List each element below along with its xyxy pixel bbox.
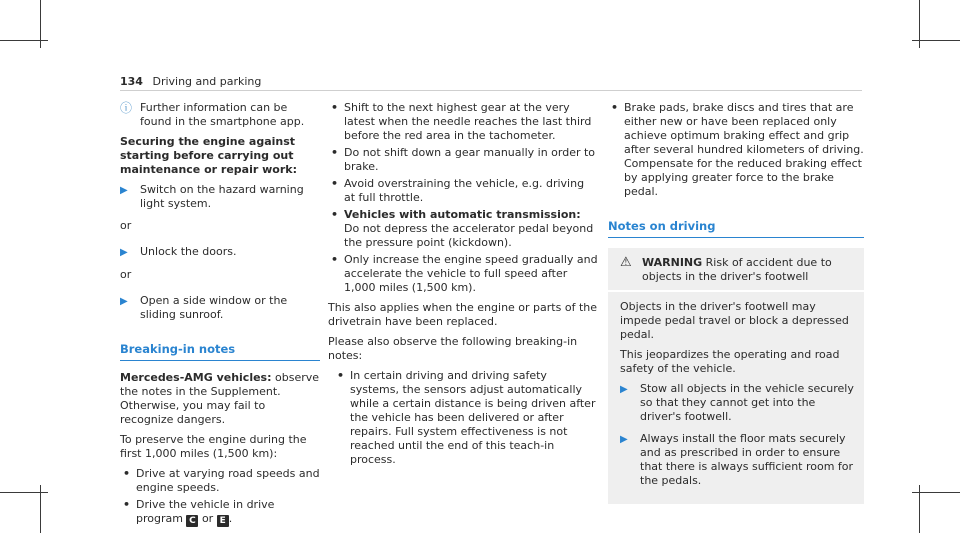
list-item-label: Vehicles with automatic transmission: (344, 208, 581, 221)
securing-heading: Securing the engine against starting before carrying out maintenance or repair work: (120, 135, 297, 176)
column-right (608, 101, 864, 504)
preserve-text: To preserve the engine during the first 1,000 miles (1,500 km): (120, 433, 307, 460)
section-divider (608, 237, 864, 238)
list-item-text: Drive the vehicle in drive program (136, 498, 275, 525)
list-item: • Avoid overstraining the vehicle, e.g. driving at full throttle. (328, 177, 598, 205)
step-arrow-icon: ▶ (120, 247, 128, 258)
crop-mark (0, 492, 48, 493)
step-text: Always install the floor mats securely and as prescribed in order to ensure that there is always sufficient room for the pedals. (640, 432, 854, 487)
warning-triangle-icon: ⚠ (620, 255, 632, 270)
or-text: or (120, 268, 132, 281)
list-item (328, 208, 598, 250)
additional-notes-list (334, 369, 598, 467)
list-item: • Shift to the next highest gear at the very latest when the needle reaches the last third before the red area in the tachometer. (328, 101, 598, 143)
instruction-step (120, 294, 320, 322)
drive-program-e-icon: E (217, 515, 229, 527)
step-text: Switch on the hazard warning light system. (140, 183, 304, 210)
breaking-in-list-continued (328, 101, 598, 295)
list-item: • Brake pads, brake discs and tires that are either new or have been replaced only achieve optimum braking effect and grip after several hundred kilometers of driving. Compensate for the reduced braking effect by applying greater force to the brake pedal. (608, 101, 864, 199)
amg-label: Mercedes-AMG vehicles: (120, 371, 272, 384)
drive-program-c-icon: C (186, 515, 198, 527)
list-item (120, 498, 320, 527)
crop-mark (912, 40, 960, 41)
warning-label: WARNING (642, 256, 703, 269)
warning-body (608, 292, 864, 504)
step-arrow-icon: ▶ (620, 434, 628, 445)
crop-mark (912, 492, 960, 493)
info-text: Further information can be found in the smartphone app. (140, 101, 305, 128)
column-left (120, 101, 320, 533)
step-arrow-icon: ▶ (120, 185, 128, 196)
warning-step (620, 432, 854, 488)
amg-text: observe the notes in the Supplement. Otherwise, you may fail to recognize dangers. (120, 371, 320, 426)
list-item-end: . (228, 512, 233, 525)
info-note (120, 101, 320, 129)
page-section-title: Driving and parking (152, 75, 262, 88)
page-number: 134 (120, 75, 143, 88)
section-title-breaking-in: Breaking-in notes (120, 342, 236, 356)
warning-heading (642, 256, 854, 284)
paragraph: This also applies when the engine or parts of the drivetrain have been replaced. (328, 301, 597, 328)
step-text: Unlock the doors. (140, 245, 237, 258)
warning-step (620, 382, 854, 424)
warning-paragraph: Objects in the driver's footwell may impede pedal travel or block a depressed pedal. (620, 300, 849, 341)
step-arrow-icon: ▶ (620, 384, 628, 395)
step-text: Open a side window or the sliding sunroof. (140, 294, 288, 321)
list-item: • Only increase the engine speed gradually and accelerate the vehicle to full speed after 1,000 miles (1,500 km). (328, 253, 598, 295)
step-text: Stow all objects in the vehicle securely so that they cannot get into the driver's footwell. (640, 382, 854, 423)
crop-mark (0, 40, 48, 41)
list-item: • In certain driving and driving safety systems, the sensors adjust automatically while a certain distance is being driven after the vehicle has been delivered or after repairs. Full system effectiveness is not reached until the end of this teach-in process. (334, 369, 598, 467)
instruction-step (120, 183, 320, 211)
warning-box (608, 248, 864, 504)
list-item-or: or (198, 512, 217, 525)
list-item: • Drive at varying road speeds and engine speeds. (120, 467, 320, 495)
warning-paragraph: This jeopardizes the operating and road safety of the vehicle. (620, 348, 840, 375)
or-text: or (120, 219, 132, 232)
column-middle (328, 101, 598, 473)
header-divider (120, 90, 862, 91)
warning-title: Risk of accident due to objects in the driver's footwell (642, 256, 832, 283)
brake-list (608, 101, 864, 199)
step-arrow-icon: ▶ (120, 296, 128, 307)
info-icon: ⓘ (120, 101, 133, 115)
list-item: • Do not shift down a gear manually in order to brake. (328, 146, 598, 174)
paragraph: Please also observe the following breaking-in notes: (328, 335, 578, 362)
instruction-step (120, 245, 320, 260)
page-header (120, 75, 261, 89)
warning-header (608, 248, 864, 292)
list-item-text: Do not depress the accelerator pedal beyond the pressure point (kickdown). (344, 222, 594, 249)
breaking-in-list (120, 467, 320, 527)
section-title-notes-on-driving: Notes on driving (608, 219, 716, 233)
section-divider (120, 360, 320, 361)
amg-note (120, 371, 320, 427)
